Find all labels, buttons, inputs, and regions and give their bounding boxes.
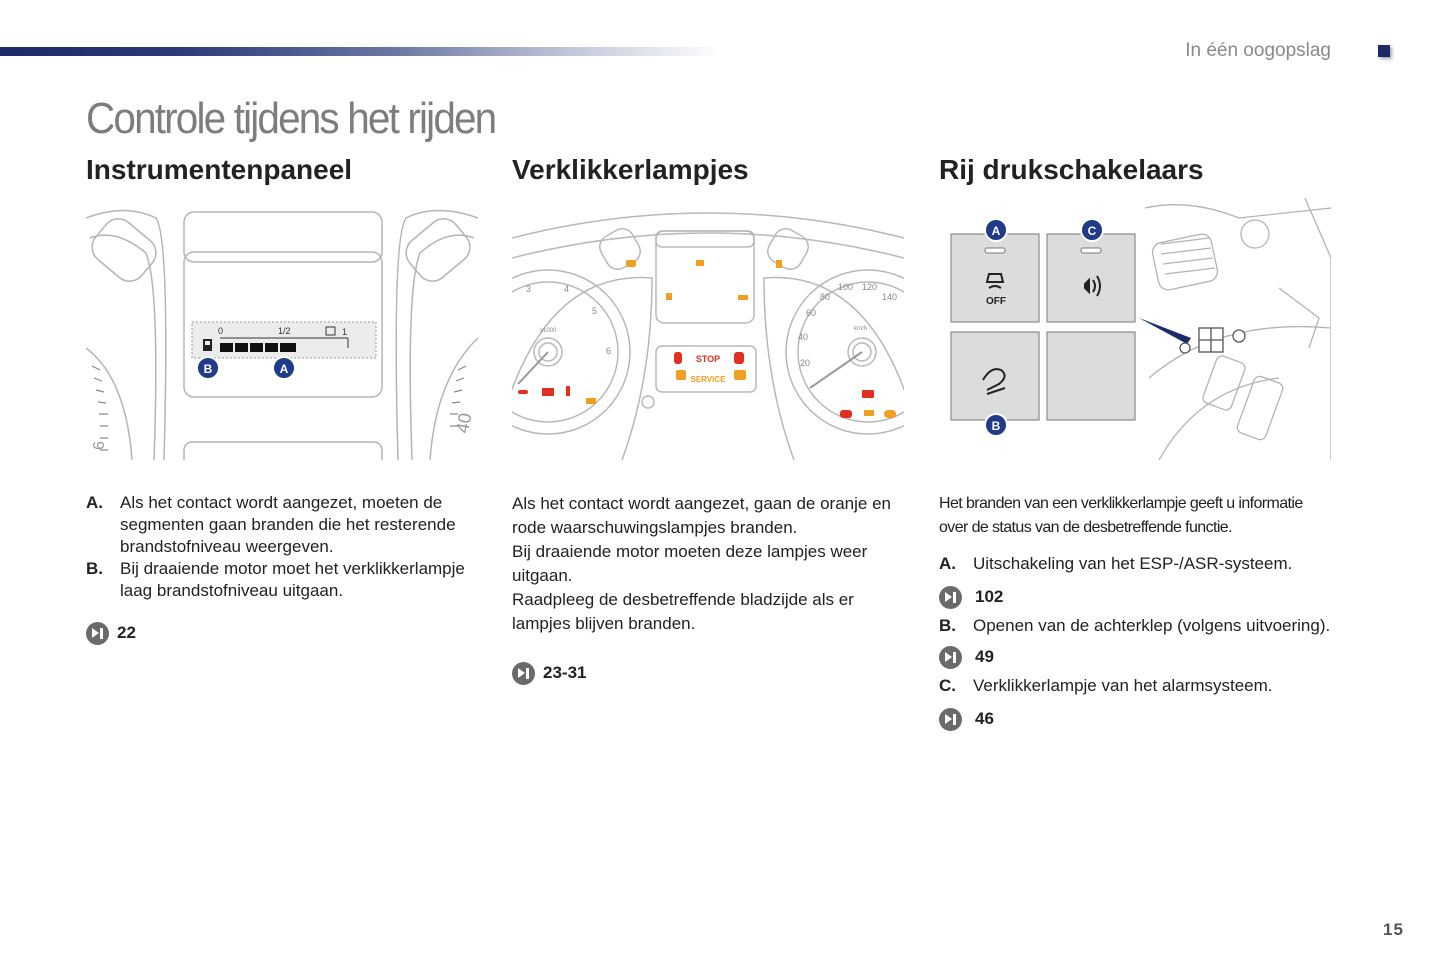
paragraph: Als het contact wordt aangezet, gaan de oranje en rode waarschuwingslampjes branden. [512,494,891,537]
list-item [939,552,1334,576]
callout-a [273,357,295,379]
page-reference-icon [86,622,109,645]
page-reference-number: 102 [975,587,1004,606]
switch-callout-b [985,414,1007,436]
speed-label-140: 140 [882,292,898,302]
page-reference-number: 46 [975,709,994,728]
speed-label-100: 100 [838,282,854,292]
page-reference[interactable] [939,584,1334,610]
svg-text:B: B [203,362,213,376]
page-reference[interactable] [512,660,907,686]
paragraph: Bij draaiende motor moeten deze lampjes weer uitgaan. [512,542,868,585]
column-instrumentenpaneel [86,150,481,642]
header-gradient-bar [0,47,720,56]
list-item [86,558,481,602]
page-number: 15 [1383,920,1404,939]
list-item-key: B. [86,559,103,578]
list-item-text: Als het contact wordt aangezet, moeten de segmenten gaan branden die het resterende brandstofniveau weergeven. [120,493,456,556]
speed-label-20: 20 [800,358,811,368]
svg-text:A: A [991,224,1001,238]
rpm-unit: x1000 [540,328,557,334]
switch-block-location [1180,328,1245,353]
svg-text:OFF: OFF [986,296,1006,307]
list-item-key: C. [939,676,956,695]
svg-text:B: B [991,419,1001,433]
rpm-label-6: 6 [606,346,612,356]
fuel-level-segments [220,343,296,352]
page-reference-icon [939,708,962,731]
paragraph: Raadpleeg de desbetreffende bladzijde als er lampjes blijven branden. [512,590,854,633]
page-reference[interactable] [939,706,1334,732]
switch-callout-a [985,219,1007,241]
page-reference-icon [512,662,535,685]
fuel-pump-icon [203,339,212,351]
gauge-label-40: 40 [452,411,476,435]
page-reference-icon [939,646,962,669]
instrument-panel-illustration [86,198,478,460]
column-body [512,492,907,686]
speed-label-60: 60 [806,308,817,318]
stop-lamp: STOP [695,354,721,364]
page-reference[interactable] [86,620,481,646]
column-heading: Verklikkerlampjes [512,154,749,185]
column-heading: Instrumentenpaneel [86,154,353,185]
svg-text:A: A [279,362,289,376]
column-body [939,492,1334,732]
page-title: Controle tijdens het rijden [86,94,496,143]
list-item-key: B. [939,616,956,635]
list-item-text: Bij draaiende motor moet het verklikkerlampje laag brandstofniveau uitgaan. [120,559,465,600]
column-heading: Rij drukschakelaars [939,154,1204,185]
column-body [86,492,481,646]
page-reference-number: 23-31 [543,663,587,682]
callout-b [197,357,219,379]
list-item-text: Verklikkerlampje van het alarmsysteem. [973,676,1273,695]
page-reference-number: 49 [975,647,994,666]
fuel-scale-0: 0 [218,326,224,336]
page-reference-icon [939,586,962,609]
page-reference[interactable] [939,644,1334,670]
rpm-label-3: 3 [526,284,532,294]
rpm-label-4: 4 [564,284,570,294]
list-item-text: Openen van de achterklep (volgens uitvoering). [973,616,1331,635]
gauge-label-6: 6 [91,441,108,450]
list-item [939,674,1334,698]
svg-text:C: C [1087,224,1097,238]
fuel-scale-half: 1/2 [278,326,291,336]
list-item-key: A. [86,493,103,512]
corner-marker [1378,45,1390,57]
switch-callout-c [1081,219,1103,241]
speed-unit: km/h [854,326,868,332]
list-item [939,614,1334,638]
list-item-text: Uitschakeling van het ESP-/ASR-systeem. [973,554,1293,573]
warning-lights-illustration [512,198,904,460]
switch-panel-illustration [939,198,1331,460]
column-verklikkerlampjes [512,150,907,682]
section-label: In één oogopslag [1185,40,1331,61]
service-lamp: SERVICE [690,375,726,384]
list-item-key: A. [939,554,956,573]
page-reference-number: 22 [117,623,136,642]
speed-label-120: 120 [862,282,878,292]
speed-label-80: 80 [820,292,831,302]
speed-label-40: 40 [798,332,809,342]
intro-text: Het branden van een verklikkerlampje geeft u informatie over de status van de desbetreffende functie. [939,495,1303,536]
rpm-label-5: 5 [592,306,598,316]
list-item [86,492,481,558]
fuel-scale-1: 1 [342,327,348,337]
column-rij-drukschakelaars [939,150,1334,728]
